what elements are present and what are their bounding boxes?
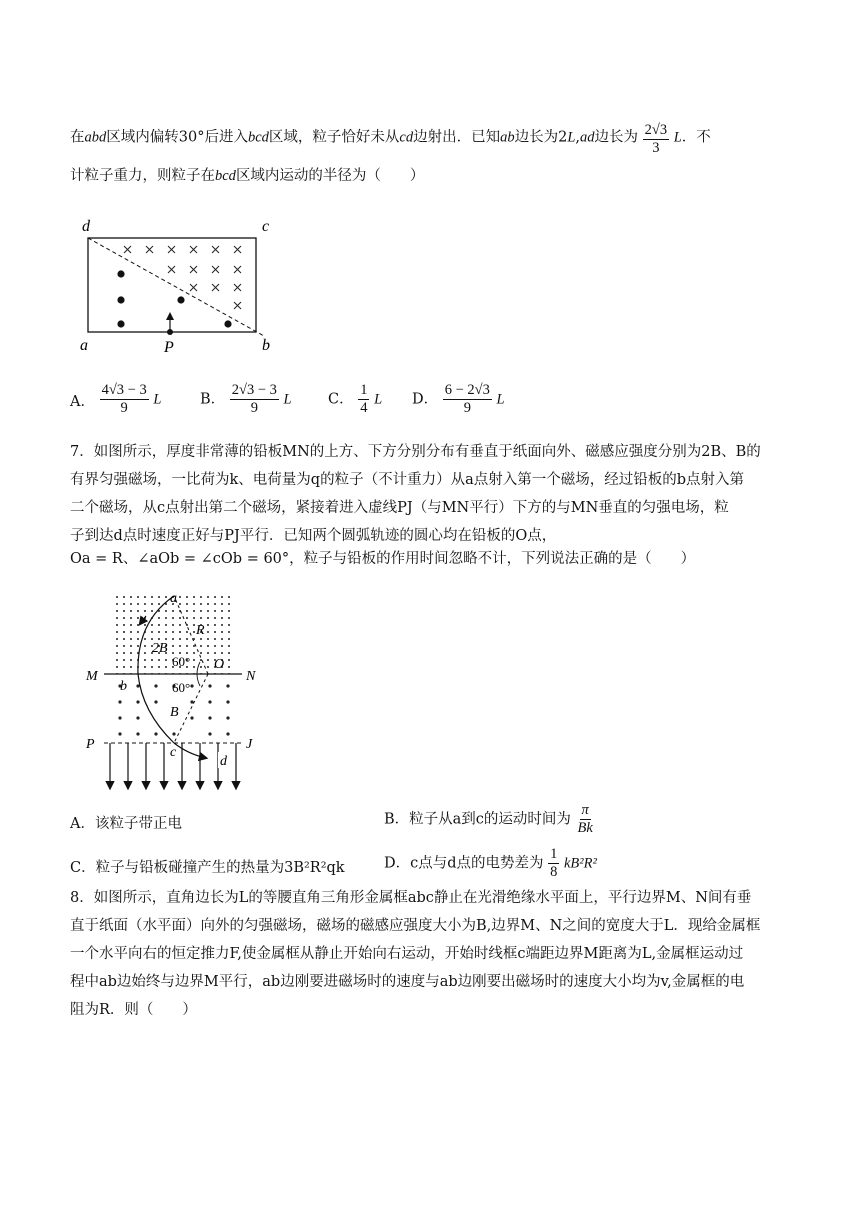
q6-stem-line-1: 在abd区域内偏转30°后进入bcd区域，粒子恰好未从cd边射出．已知ab边长为2L,ad边长为 $\frac{2√3}{3}$ L．不 bbox=[70, 122, 711, 156]
q7-label-O: O bbox=[214, 657, 225, 672]
q7-option-a[interactable]: A．该粒子带正电 bbox=[70, 816, 182, 832]
q7-label-b: b bbox=[120, 679, 127, 694]
q6-option-a[interactable]: A． $\frac{4√3 - 3}{9}$ L bbox=[70, 382, 162, 416]
q7-label-a: a bbox=[170, 591, 177, 606]
q7-label-P: P bbox=[86, 737, 95, 752]
q8-stem-line-5: 阻为R．则（ ） bbox=[70, 1002, 197, 1018]
q7-option-b[interactable]: B．粒子从a到c的运动时间为 $\frac{\pi}{Bk}$ bbox=[384, 802, 593, 836]
q7-label-2B: 2B bbox=[152, 641, 168, 656]
q6-label-c: c bbox=[262, 218, 270, 235]
q8-stem-line-2: 直于纸面（水平面）向外的匀强磁场，磁场的磁感应强度大小为B,边界M、N之间的宽度大于L．现给金属框 bbox=[70, 918, 761, 934]
q6-option-b[interactable]: B． $\frac{2√3 - 3}{9}$ L bbox=[200, 382, 292, 416]
q6-dot-field bbox=[117, 270, 231, 327]
q7-label-angle-lower: 60° bbox=[172, 680, 191, 695]
q7-label-d: d bbox=[220, 754, 227, 769]
q7-label-N: N bbox=[246, 669, 256, 684]
q7-option-c[interactable]: C．粒子与铅板碰撞产生的热量为3B²R²qk bbox=[70, 860, 345, 876]
q6-label-d: d bbox=[82, 218, 90, 235]
q7-stem-line-3: 二个磁场，从c点射出第二个磁场，紧接着进入虚线PJ（与MN平行）下方的与MN垂直的匀强电场，粒 bbox=[70, 500, 729, 516]
q6-label-b: b bbox=[262, 337, 270, 354]
q6-entry-point-P bbox=[166, 312, 174, 335]
q7-stem-line-4: 子到达d点时速度正好与PJ平行．已知两个圆弧轨迹的圆心均在铅板的O点， bbox=[70, 528, 557, 544]
q8-stem-line-1: 8．如图所示，直角边长为L的等腰直角三角形金属框abc静止在光滑绝缘水平面上，平行边界M、N间有垂 bbox=[70, 890, 752, 906]
q7-label-B: B bbox=[170, 705, 179, 720]
q6-label-P: P bbox=[164, 339, 174, 356]
q7-label-angle-upper: 60° bbox=[172, 654, 191, 669]
q7-figure bbox=[80, 588, 270, 798]
q8-stem-line-4: 程中ab边始终与边界M平行，ab边刚要进磁场时的速度与ab边刚要出磁场时的速度大小均为v,金属框的电 bbox=[70, 974, 745, 990]
q7-stem-line-1: 7．如图所示，厚度非常薄的铅板MN的上方、下方分别分布有垂直于纸面向外、磁感应强度分别为2B、B的 bbox=[70, 444, 761, 460]
q6-figure bbox=[76, 214, 286, 356]
q6-option-d[interactable]: D． $\frac{6 - 2√3}{9}$ L bbox=[412, 382, 505, 416]
q6-stem-line-2: 计粒子重力，则粒子在bcd区域内运动的半径为（ ） bbox=[70, 168, 425, 184]
q7-option-d[interactable]: D．c点与d点的电势差为 $\frac{1}{8}$ kB²R² bbox=[384, 846, 597, 880]
q7-stem-line-5: Oa = R、∠aOb = ∠cOb = 60°，粒子与铅板的作用时间忽略不计，下列说法正确的是（ ） bbox=[70, 551, 696, 567]
q7-label-R: R bbox=[196, 623, 205, 638]
q7-label-M: M bbox=[86, 669, 98, 684]
q7-label-c: c bbox=[170, 745, 177, 760]
q7-label-J: J bbox=[246, 737, 253, 752]
q8-stem-line-3: 一个水平向右的恒定推力F,使金属框从静止开始向右运动，开始时线框c端距边界M距离为L,金属框运动过 bbox=[70, 946, 744, 962]
q7-stem-line-2: 有界匀强磁场，一比荷为k、电荷量为q的粒子（不计重力）从a点射入第一个磁场，经过铅板的b点射入第 bbox=[70, 472, 744, 488]
q6-option-c[interactable]: C． $\frac{1}{4}$ L bbox=[328, 382, 383, 416]
q7-path-in-electric-field bbox=[174, 743, 206, 758]
q6-label-a: a bbox=[80, 337, 88, 354]
q6-ad-length-fraction: $\frac{2√3}{3}$ bbox=[644, 122, 668, 156]
